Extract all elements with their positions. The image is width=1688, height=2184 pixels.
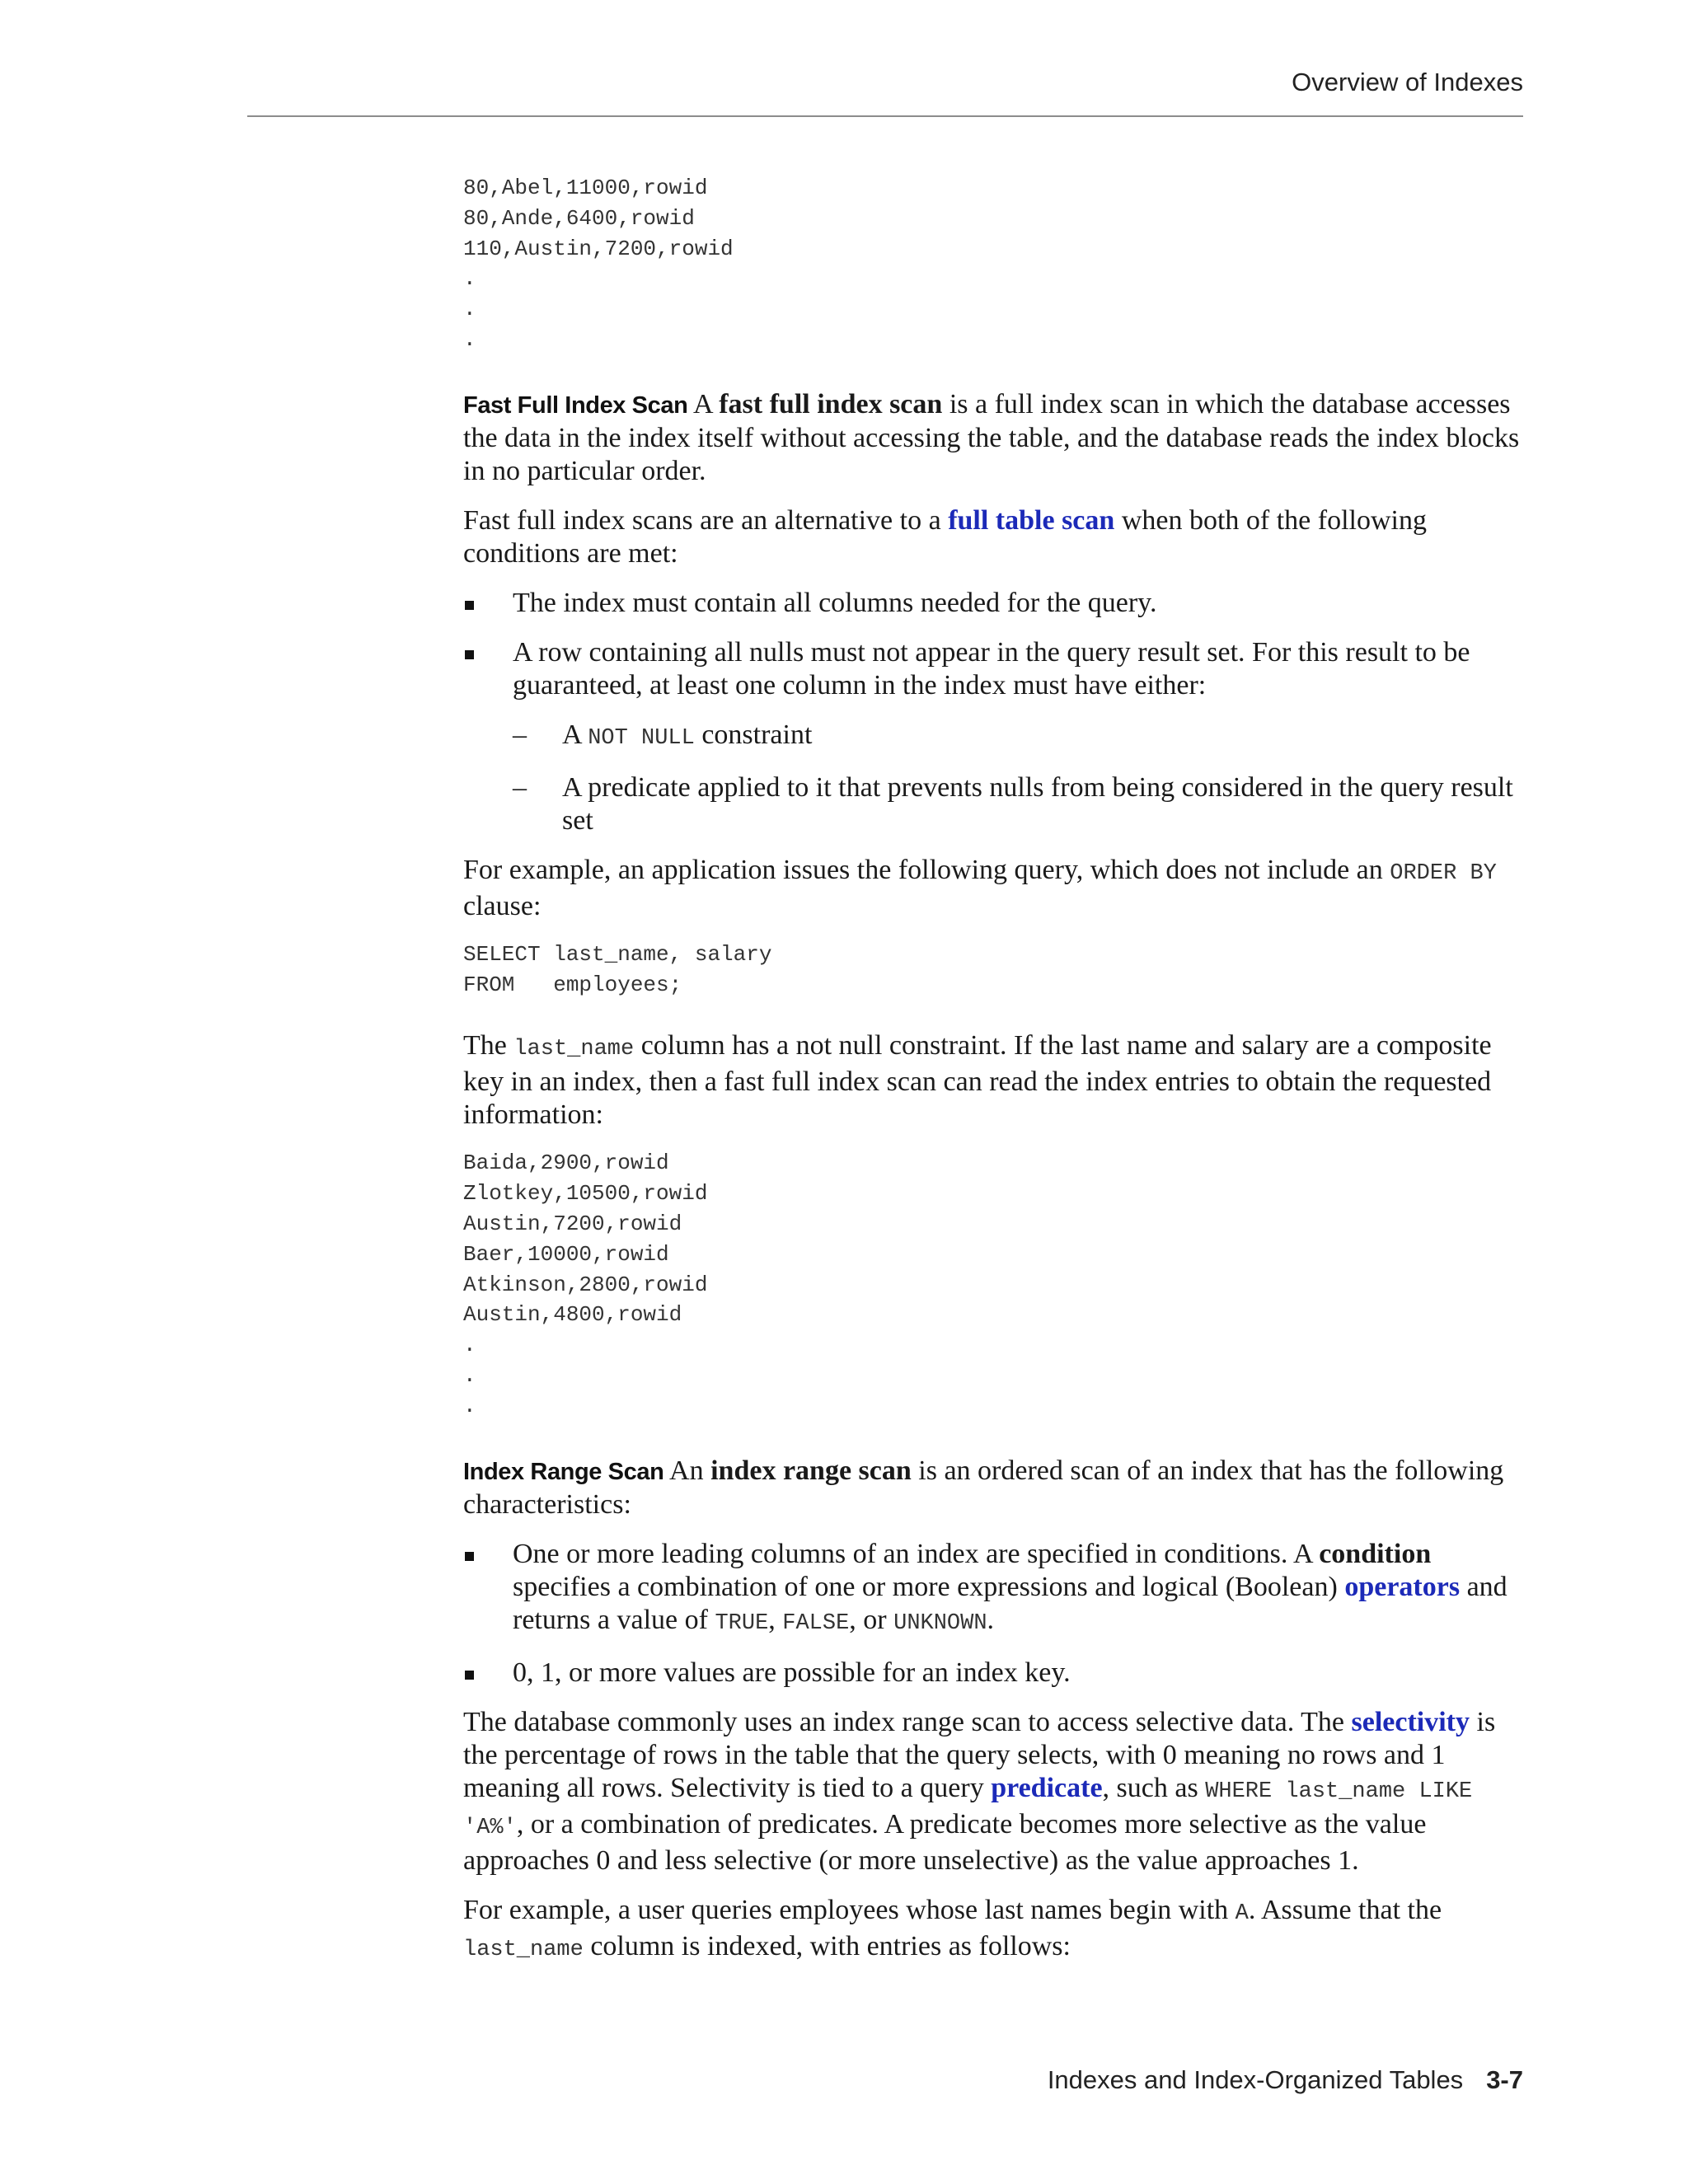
code-line: 80,Abel,11000,rowid [463, 176, 708, 200]
text: The index must contain all columns needed for the query. [513, 587, 1157, 618]
code-line: Baida,2900,rowid [463, 1151, 669, 1176]
text: A [687, 388, 720, 419]
text: For example, a user queries employees whose last names begin with [463, 1894, 1236, 1925]
text: column has a not null constraint. If the last name and salary are a composite key in an index, then a fast full index scan can read the index entries to obtain the requested information: [463, 1030, 1492, 1131]
fast-full-index-scan-paragraph [463, 388, 1526, 488]
code-line: . [463, 1333, 476, 1358]
text: . [987, 1604, 995, 1635]
defined-term: condition [1319, 1538, 1432, 1569]
code-line: Baer,10000,rowid [463, 1241, 669, 1267]
code-line: Austin,4800,rowid [463, 1302, 682, 1328]
operators-link[interactable]: operators [1344, 1571, 1461, 1602]
text: A row containing all nulls must not appear in the query result set. For this result to be guaranteed, at least one column in the index must have either: [513, 636, 1470, 701]
running-footer [247, 2065, 1523, 2095]
dash-icon: – [513, 719, 527, 750]
bullet-square-icon [465, 1552, 474, 1561]
text: The [463, 1030, 514, 1062]
code-line: . [463, 297, 476, 322]
example-users-paragraph [463, 1894, 1526, 1966]
text: column is indexed, with entries as follows: [583, 1930, 1071, 1961]
sub-list-item [513, 771, 1526, 837]
text: The database commonly uses an index range scan to access selective data. The [463, 1706, 1352, 1737]
inline-code: FALSE [782, 1610, 850, 1636]
inline-code: last_name [463, 1937, 584, 1962]
full-table-scan-link[interactable]: full table scan [948, 504, 1115, 536]
inline-code: last_name [513, 1037, 635, 1062]
bullet-square-icon [465, 1671, 474, 1680]
conditions-list [463, 587, 1526, 837]
list-item [463, 1657, 1526, 1690]
code-line: FROM employees; [463, 972, 682, 997]
code-line: . [463, 1362, 476, 1388]
list-item [463, 1538, 1526, 1640]
text: , [768, 1604, 783, 1635]
inline-code: A [1235, 1900, 1249, 1926]
selectivity-link[interactable]: selectivity [1351, 1706, 1470, 1737]
running-header: Overview of Indexes [1292, 68, 1523, 96]
text: is an ordered scan of an index that has the following characteristics: [463, 1455, 1504, 1520]
inline-code: TRUE [715, 1610, 769, 1636]
text: , or a combination of predicates. A predicate becomes more selective as the value approaches 0 and less selective (or more unselective) as the value approaches 1. [463, 1808, 1427, 1876]
list-item [463, 587, 1526, 620]
inline-code: WHERE last_name LIKE 'A%' [463, 1779, 1473, 1840]
text: One or more leading columns of an index are specified in conditions. A [513, 1538, 1320, 1569]
text: For example, an application issues the following query, which does not include an [463, 854, 1390, 885]
code-block-query [463, 940, 1526, 1001]
alternative-paragraph [463, 504, 1526, 570]
code-line: SELECT last_name, salary [463, 941, 772, 967]
text: 0, 1, or more values are possible for an index key. [513, 1657, 1071, 1688]
footer-title: Indexes and Index-Organized Tables [1047, 2065, 1464, 2094]
code-line: Austin,7200,rowid [463, 1211, 682, 1236]
inline-code: UNKNOWN [893, 1610, 987, 1636]
defined-term: index range scan [710, 1455, 912, 1486]
range-characteristics-list [463, 1538, 1526, 1690]
run-in-heading: Fast Full Index Scan [463, 391, 688, 419]
text: constraint [694, 719, 813, 750]
bullet-square-icon [465, 650, 474, 659]
bullet-square-icon [465, 601, 474, 610]
example-query-paragraph [463, 854, 1526, 923]
text: and returns a value of [513, 1571, 1507, 1635]
code-line: Zlotkey,10500,rowid [463, 1181, 708, 1207]
code-block-index-entries [463, 173, 1526, 355]
code-line: . [463, 266, 476, 292]
page-body [463, 173, 1526, 1983]
text: specifies a combination of one or more expressions and logical (Boolean) [513, 1571, 1345, 1602]
defined-term: fast full index scan [719, 388, 943, 419]
text: clause: [463, 890, 542, 921]
list-item [463, 636, 1526, 837]
header-rule [247, 115, 1523, 117]
text: An [663, 1455, 711, 1486]
code-line: . [463, 1393, 476, 1418]
sub-conditions-list [513, 719, 1526, 837]
text: is a full index scan in which the database accesses the data in the index itself without accessing the table, and the database reads the index blocks in no particular order. [463, 388, 1520, 486]
code-line: . [463, 326, 476, 352]
last-name-paragraph [463, 1029, 1526, 1132]
text: , or [849, 1604, 894, 1635]
page-number: 3-7 [1486, 2065, 1523, 2094]
text: A [562, 719, 588, 750]
text: Fast full index scans are an alternative to a [463, 504, 949, 536]
text: when both of the following conditions are met: [463, 504, 1427, 569]
text: is the percentage of rows in the table that the query selects, with 0 meaning no rows and 1 meaning all rows. Selectivity is tied to a query [463, 1706, 1496, 1803]
text: A predicate applied to it that prevents nulls from being considered in the query result set [562, 771, 1513, 836]
index-range-scan-paragraph [463, 1455, 1526, 1521]
inline-code: NOT NULL [588, 725, 695, 751]
code-line: 110,Austin,7200,rowid [463, 236, 734, 261]
sub-list-item [513, 719, 1526, 755]
selectivity-paragraph [463, 1706, 1526, 1877]
dash-icon: – [513, 771, 527, 803]
text: . Assume that the [1248, 1894, 1442, 1925]
predicate-link[interactable]: predicate [991, 1772, 1103, 1803]
code-line: Atkinson,2800,rowid [463, 1272, 708, 1297]
inline-code: ORDER BY [1390, 860, 1497, 886]
code-line: 80,Ande,6400,rowid [463, 205, 695, 231]
run-in-heading: Index Range Scan [463, 1458, 664, 1485]
code-block-composite-entries [463, 1148, 1526, 1421]
text: , such as [1102, 1772, 1206, 1803]
